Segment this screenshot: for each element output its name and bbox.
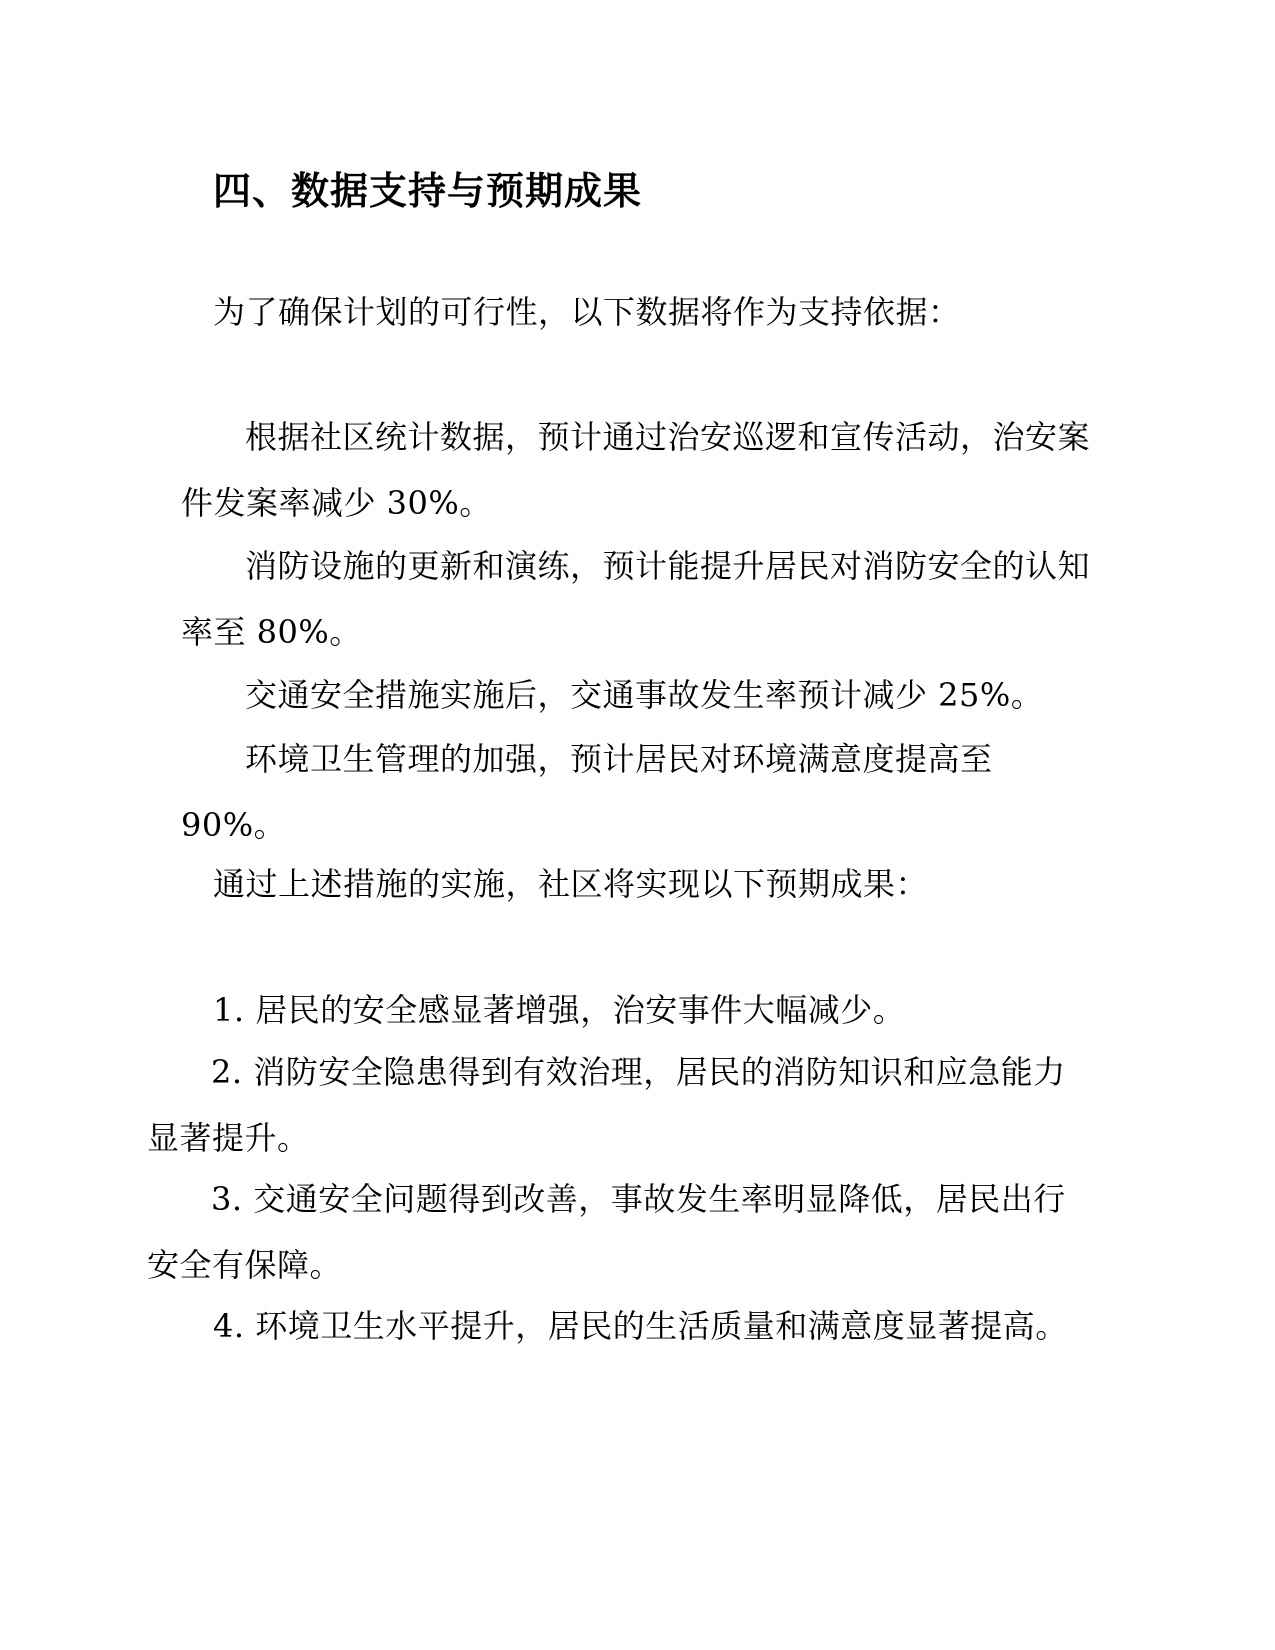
outcome-item-3: 3. 交通安全问题得到改善，事故发生率明显降低，居民出行安全有保障。	[147, 1180, 1066, 1284]
data-point-2: 消防设施的更新和演练，预计能提升居民对消防安全的认知率至 80%。	[181, 547, 1091, 651]
section-heading: 四、数据支持与预期成果	[213, 169, 643, 213]
outcome-item-2: 2. 消防安全隐患得到有效治理，居民的消防知识和应急能力显著提升。	[147, 1053, 1066, 1157]
outcomes-intro-paragraph: 通过上述措施的实施，社区将实现以下预期成果：	[213, 865, 929, 903]
data-point-3: 交通安全措施实施后，交通事故发生率预计减少 25%。	[245, 676, 1044, 714]
outcome-item-1: 1. 居民的安全感显著增强，治安事件大幅减少。	[213, 991, 906, 1029]
data-point-4: 环境卫生管理的加强，预计居民对环境满意度提高至 90%。	[181, 740, 993, 844]
outcome-item-4: 4. 环境卫生水平提升，居民的生活质量和满意度显著提高。	[213, 1307, 1068, 1345]
intro-paragraph: 为了确保计划的可行性，以下数据将作为支持依据：	[213, 293, 961, 331]
data-point-1: 根据社区统计数据，预计通过治安巡逻和宣传活动，治安案件发案率减少 30%。	[181, 418, 1091, 522]
